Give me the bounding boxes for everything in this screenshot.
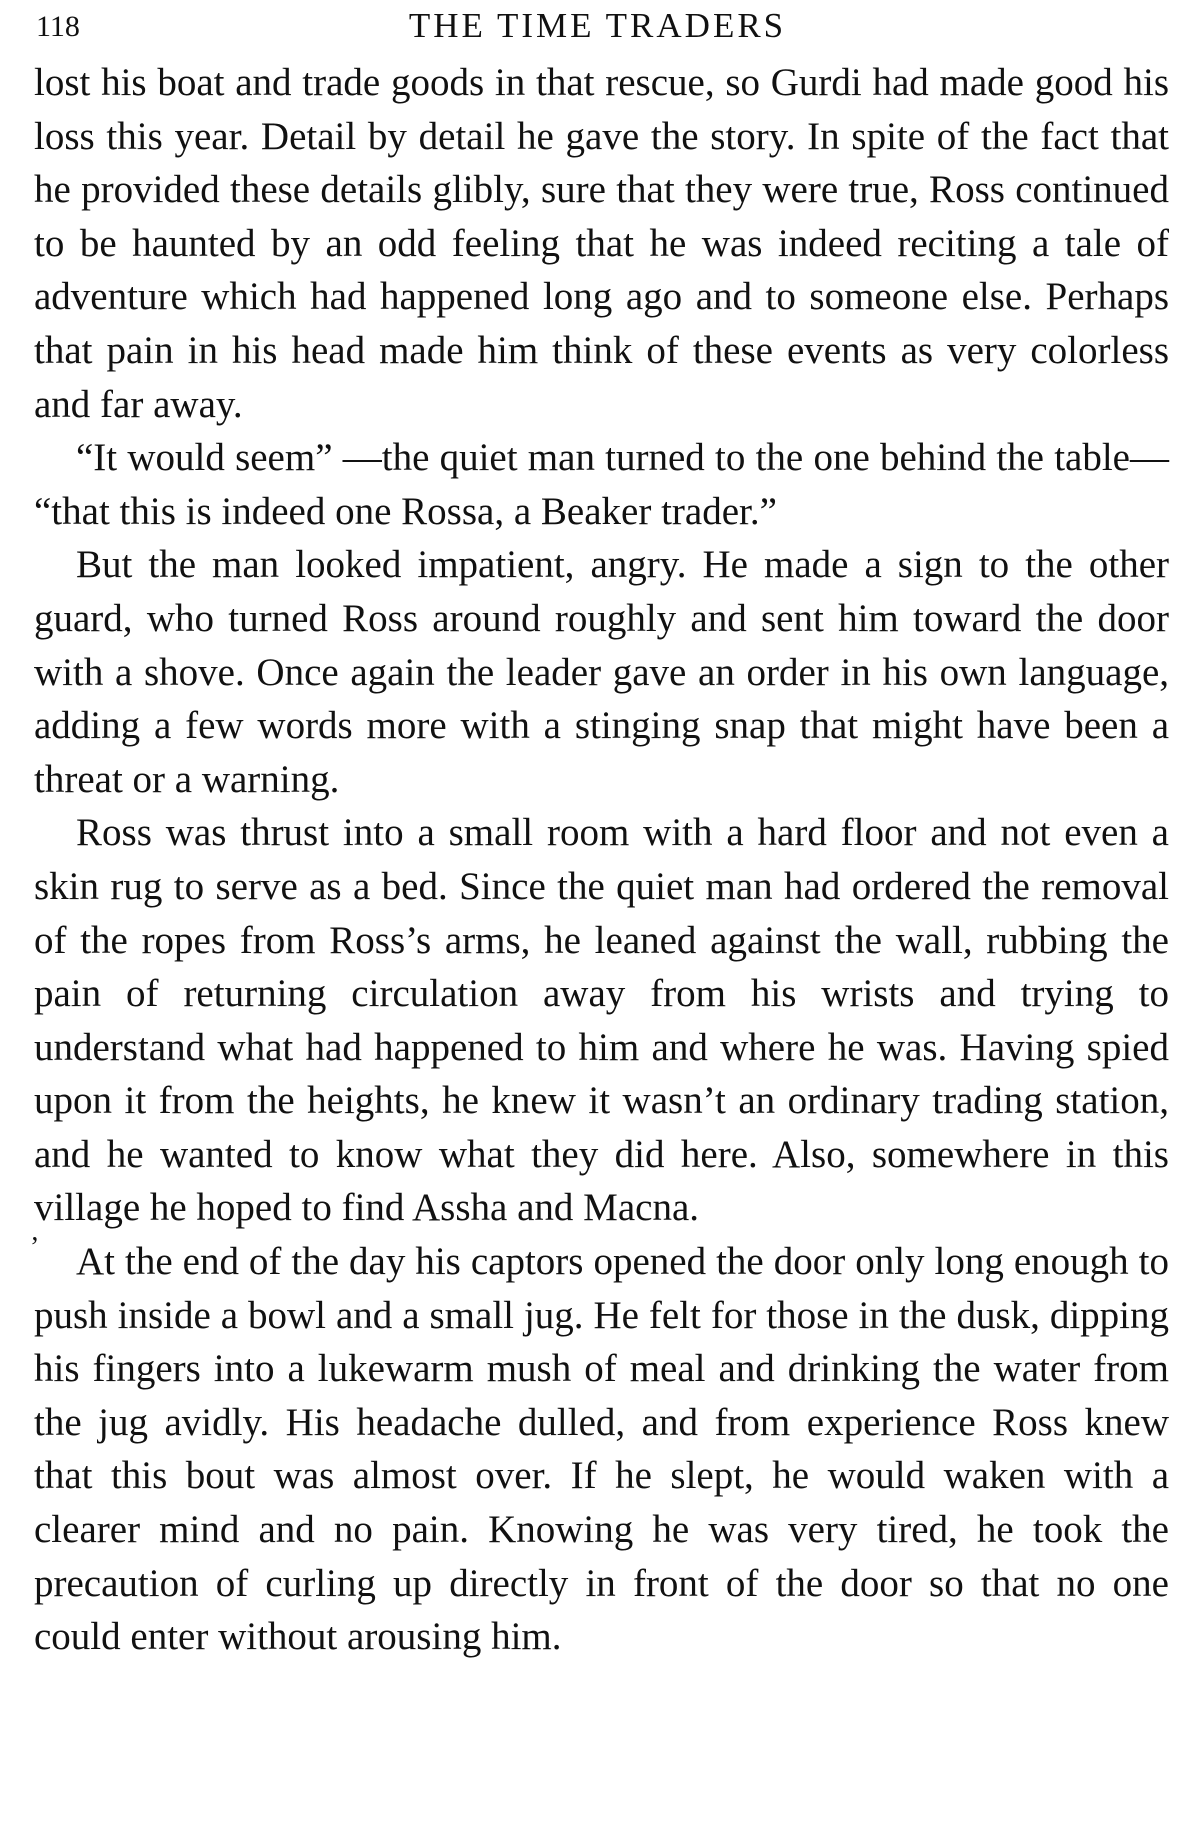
paragraph-3: But the man looked impatient, angry. He made a sign to the other guard, who turned Ross around roughly and sent him toward the door with a shove. Once again the leader gave an order in his own language, adding a few words more with a stinging snap that might have been a threat or a warning. <box>34 543 1169 801</box>
page-header <box>36 6 1149 46</box>
paragraph-1: lost his boat and trade goods in that rescue, so Gurdi had made good his loss this year. Detail by detail he gave the story. In spite of the fact that he provided these details glibly, sure that they were true, Ross continued to be haunted by an odd feeling that he was indeed reciting a tale of adventure which had happened long ago and to someone else. Perhaps that pain in his head made him think of these events as very colorless and far away. <box>34 61 1169 426</box>
running-head: THE TIME TRADERS <box>408 6 787 45</box>
margin-mark: ’ <box>30 1232 40 1263</box>
paragraph-5: At the end of the day his captors opened the door only long enough to push inside a bowl and a small jug. He felt for those in the dusk, dipping his fingers into a lukewarm mush of meal and drinking the water from the jug avidly. His headache dulled, and from experience Ross knew that this bout was almost over. If he slept, he would waken with a clearer mind and no pain. Knowing he was very tired, he took the precaution of curling up directly in front of the door so that no one could enter without arousing him. <box>34 1240 1169 1659</box>
paragraph-4: Ross was thrust into a small room with a hard floor and not even a skin rug to serve as a bed. Since the quiet man had ordered the removal of the ropes from Ross’s arms, he leaned against the wall, rubbing the pain of returning circulation away from his wrists and trying to understand what had happened to him and where he was. Having spied upon it from the heights, he knew it wasn’t an ordinary trading station, and he wanted to know what they did here. Also, somewhere in this village he hoped to find Assha and Macna. <box>34 811 1169 1230</box>
paragraph-2: “It would seem” —the quiet man turned to the one behind the table— “that this is indeed one Rossa, a Beaker trader.” <box>34 436 1169 533</box>
page-number: 118 <box>36 10 80 43</box>
body-text <box>34 56 1169 1664</box>
